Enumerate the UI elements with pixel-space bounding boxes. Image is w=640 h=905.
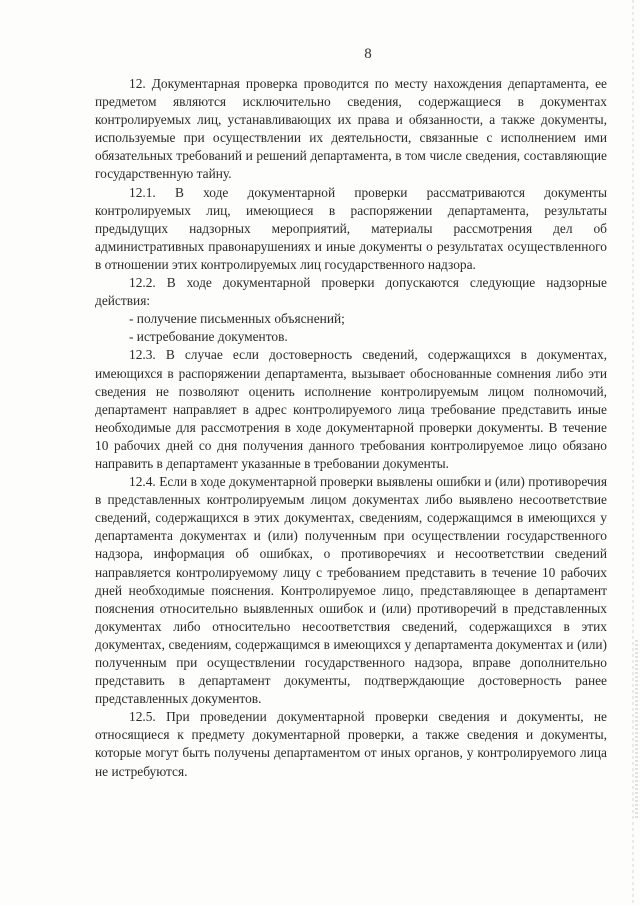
document-body <box>95 75 607 781</box>
paragraph-12: 12. Документарная проверка проводится по месту нахождения департамента, ее предметом являются исключительно сведения, содержащиеся в документах контролируемых лиц, устанавливающих их права и обязанности, а также документы, используемые при осуществлении их деятельности, связанные с исполнением ими обязательных требований и решений департамента, в том числе сведения, составляющие государственную тайну. <box>95 76 607 182</box>
list-item-document-request: - истребование документов. <box>129 329 288 345</box>
paragraph-12-2: 12.2. В ходе документарной проверки допускаются следующие надзорные действия: <box>95 275 607 309</box>
paragraph-12-4: 12.4. Если в ходе документарной проверки выявлены ошибки и (или) противоречия в представленных контролируемым лицом документах либо выявлено несоответствие сведений, содержащихся в этих документах, сведениям, содержащимся в имеющихся у департамента документах и (или) полученным при осуществлении государственного надзора, информация об ошибках, о противоречиях и несоответствии сведений направляется контролируемому лицу с требованием представить в течение 10 рабочих дней необходимые пояснения. Контролируемое лицо, представляющее в департамент пояснения относительно выявленных ошибок и (или) противоречий в представленных документах либо относительно несоответствия сведений, содержащихся в этих документах, сведениям, содержащимся в имеющихся у департамента документах и (или) полученным при осуществлении государственного надзора, вправе дополнительно представить в департамент документы, подтверждающие достоверность ранее представленных документов. <box>95 474 607 707</box>
page-number: 8 <box>364 46 372 62</box>
list-item-written-explanations: - получение письменных объяснений; <box>129 311 345 327</box>
scan-edge-artifact <box>632 0 634 905</box>
scan-edge-artifact-lower <box>635 640 638 820</box>
paragraph-12-3: 12.3. В случае если достоверность сведений, содержащихся в документах, имеющихся в распоряжении департамента, вызывает обоснованные сомнения либо эти сведения не позволяют оценить исполнение контролируемым лицом полномочий, департамент направляет в адрес контролируемого лица требование представить иные необходимые для рассмотрения в ходе документарной проверки документы. В течение 10 рабочих дней со дня получения данного требования контролируемое лицо обязано направить в департамент указанные в требовании документы. <box>95 347 607 471</box>
paragraph-12-5: 12.5. При проведении документарной проверки сведения и документы, не относящиеся к предмету документарной проверки, а также сведения и документы, которые могут быть получены департаментом от иных органов, у контролируемого лица не истребуются. <box>95 709 607 779</box>
paragraph-12-1: 12.1. В ходе документарной проверки рассматриваются документы контролируемых лиц, имеющиеся в распоряжении департамента, результаты предыдущих надзорных мероприятий, материалы рассмотрения дел об административных правонарушениях и иные документы о результатах осуществленного в отношении этих контролируемых лиц государственного надзора. <box>95 184 607 272</box>
